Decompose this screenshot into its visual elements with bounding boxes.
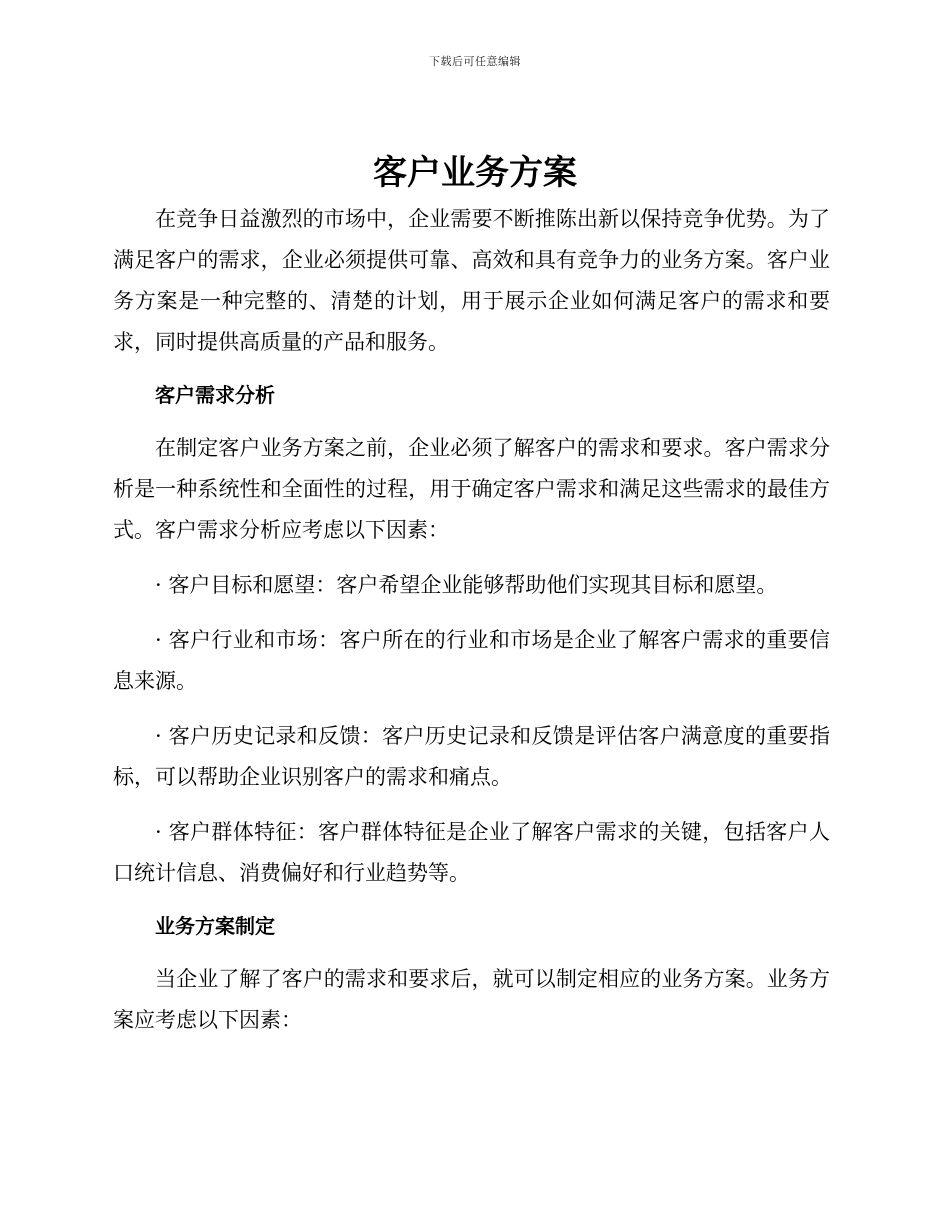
section-heading-plan-formulation: 业务方案制定 bbox=[155, 914, 275, 938]
intro-paragraph: 在竞争日益激烈的市场中，企业需要不断推陈出新以保持竞争优势。为了满足客户的需求，企业必须提供可靠、高效和具有竞争力的业务方案。客户业务方案是一种完整的、清楚的计划，用于展示企业如何满足客户的需求和要求，同时提供高质量的产品和服务。 bbox=[113, 207, 830, 354]
needs-analysis-paragraph: 在制定客户业务方案之前，企业必须了解客户的需求和要求。客户需求分析是一种系统性和全面性的过程，用于确定客户需求和满足这些需求的最佳方式。客户需求分析应考虑以下因素： bbox=[113, 436, 830, 542]
plan-formulation-paragraph: 当企业了解了客户的需求和要求后，就可以制定相应的业务方案。业务方案应考虑以下因素： bbox=[113, 967, 830, 1032]
list-item: · 客户群体特征：客户群体特征是企业了解客户需求的关键，包括客户人口统计信息、消费偏好和行业趋势等。 bbox=[113, 820, 830, 885]
document-title: 客户业务方案 bbox=[373, 153, 577, 193]
section-heading-needs-analysis: 客户需求分析 bbox=[155, 383, 275, 407]
spacer bbox=[113, 894, 830, 906]
spacer bbox=[113, 947, 830, 959]
spacer bbox=[113, 606, 830, 620]
spacer bbox=[113, 551, 830, 565]
list-item: · 客户历史记录和反馈：客户历史记录和反馈是评估客户满意度的重要指标，可以帮助企业识别客户的需求和痛点。 bbox=[113, 724, 830, 789]
spacer bbox=[113, 416, 830, 428]
list-item: · 客户目标和愿望：客户希望企业能够帮助他们实现其目标和愿望。 bbox=[155, 573, 778, 597]
document-body bbox=[113, 199, 830, 1041]
spacer bbox=[113, 702, 830, 716]
list-item: · 客户行业和市场：客户所在的行业和市场是企业了解客户需求的重要信息来源。 bbox=[113, 628, 830, 693]
header-note: 下载后可任意编辑 bbox=[429, 55, 521, 68]
spacer bbox=[113, 798, 830, 812]
spacer bbox=[113, 363, 830, 375]
